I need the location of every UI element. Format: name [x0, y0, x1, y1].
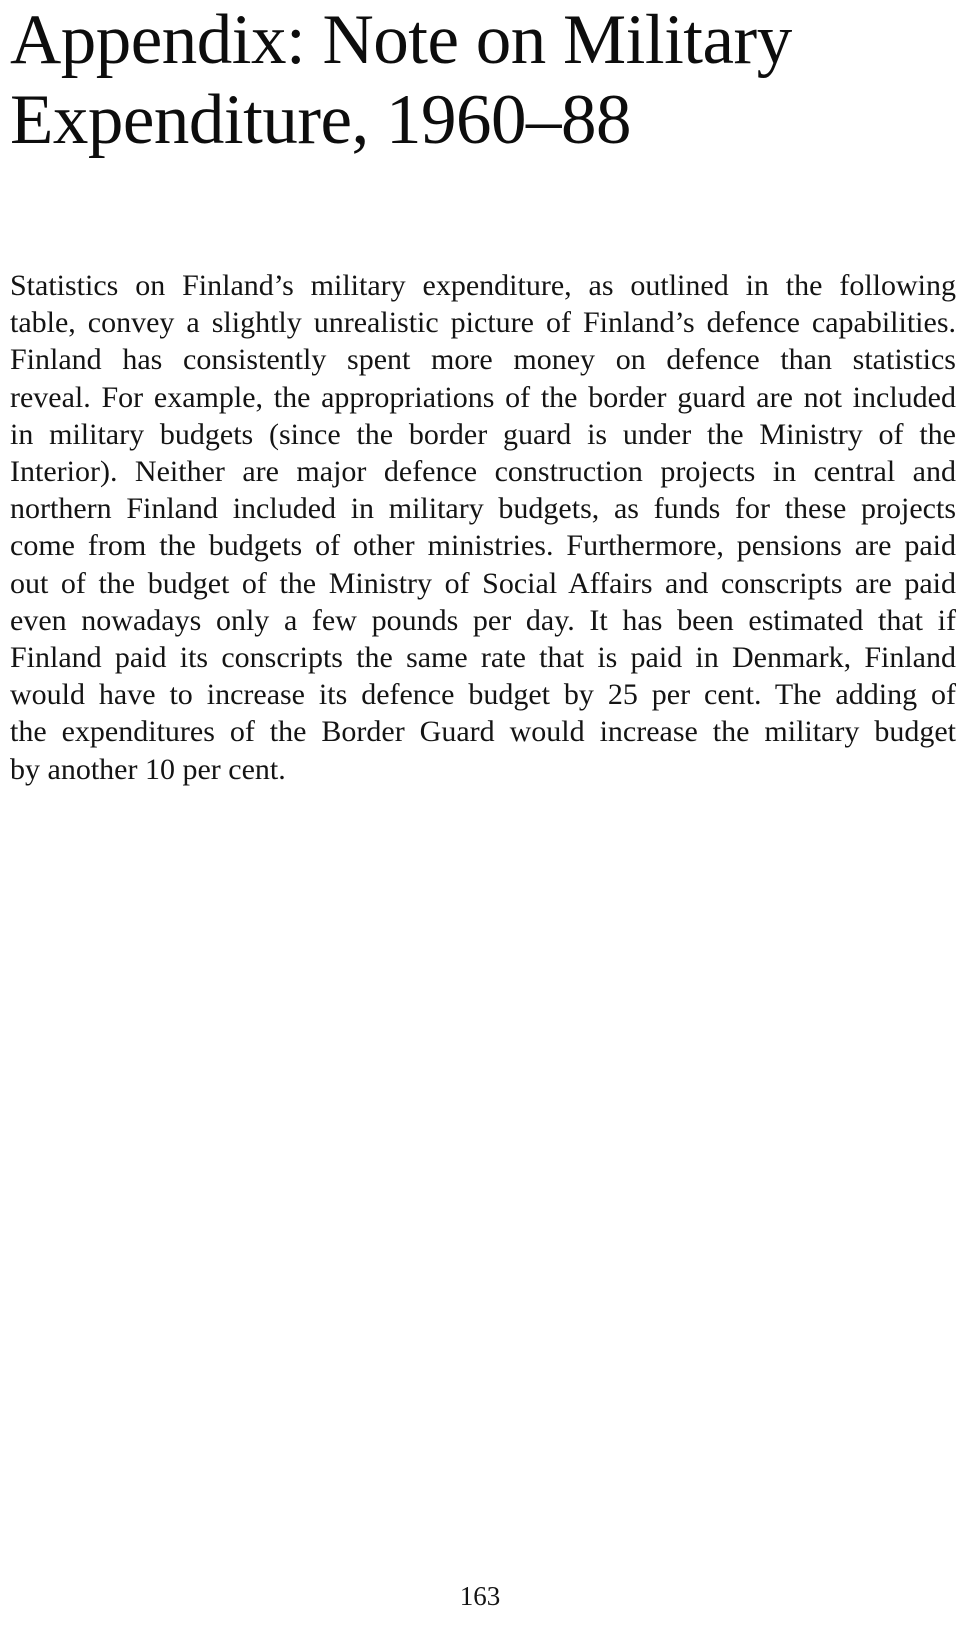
paragraph-line: in military budgets (since the border guard is under the Ministry of the — [10, 417, 956, 451]
paragraph-line: Statistics on Finland’s military expenditure, as outlined in the following — [10, 269, 956, 302]
paragraph-line: Finland paid its conscripts the same rate that is paid in Denmark, Finland — [10, 641, 956, 675]
paragraph-line: northern Finland included in military budgets, as funds for these projects — [10, 492, 956, 526]
paragraph-line: out of the budget of the Ministry of Social Affairs and conscripts are paid — [10, 566, 956, 600]
paragraph-line: come from the budgets of other ministries. Furthermore, pensions are paid — [10, 529, 956, 563]
title-line-1: Appendix: Note on Military — [10, 1, 792, 79]
paragraph-line: the expenditures of the Border Guard would increase the military budget — [10, 715, 956, 749]
paragraph-line: table, convey a slightly unrealistic picture of Finland’s defence capabilities. — [10, 306, 956, 340]
body-paragraph — [10, 267, 956, 788]
page-number: 163 — [459, 1581, 501, 1611]
paragraph-line: Interior). Neither are major defence construction projects in central and — [10, 455, 956, 489]
paragraph-line: by another 10 per cent. — [10, 752, 286, 786]
paragraph-line: would have to increase its defence budget by 25 per cent. The adding of — [10, 678, 956, 712]
paragraph-line: reveal. For example, the appropriations of the border guard are not included — [10, 380, 956, 414]
paragraph-line: Finland has consistently spent more money on defence than statistics — [10, 343, 956, 377]
page-title — [10, 0, 940, 160]
title-line-2: Expenditure, 1960–88 — [10, 81, 631, 159]
paragraph-line: even nowadays only a few pounds per day. It has been estimated that if — [10, 603, 956, 637]
